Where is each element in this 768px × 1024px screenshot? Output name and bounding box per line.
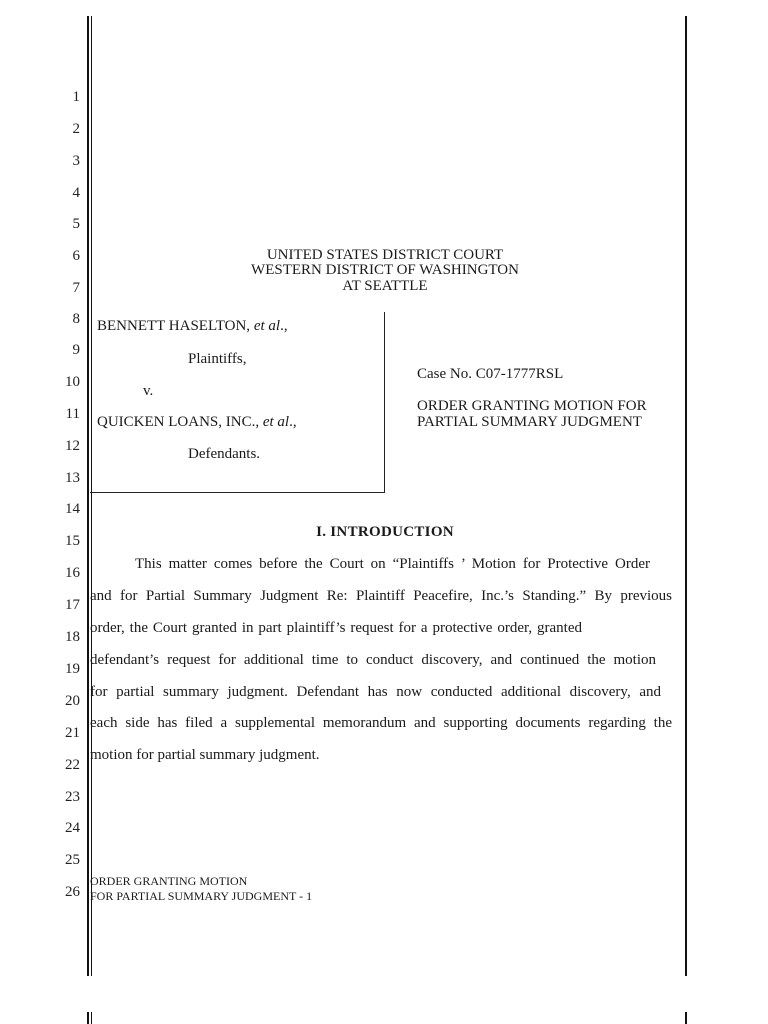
defendant-name <box>97 414 297 430</box>
line-number: 12 <box>65 438 80 454</box>
court-district: WESTERN DISTRICT OF WASHINGTON <box>251 262 519 278</box>
plaintiff-name <box>97 318 288 334</box>
plaintiff-name-punct: ., <box>280 318 288 334</box>
section-heading: I. INTRODUCTION <box>316 524 454 540</box>
line-number: 19 <box>65 661 80 677</box>
body-text-line: for partial summary judgment. Defendant has now conducted additional discovery, and <box>90 684 661 700</box>
next-page-right-rule <box>685 1012 687 1024</box>
line-number: 13 <box>65 470 80 486</box>
line-number: 20 <box>65 693 80 709</box>
order-title-line2: PARTIAL SUMMARY JUDGMENT <box>417 414 642 430</box>
plaintiff-et-al: et al <box>253 318 281 334</box>
line-number: 4 <box>72 185 80 201</box>
body-text-line: defendant’s request for additional time to conduct discovery, and continued the motion <box>90 652 656 668</box>
line-number: 25 <box>65 852 80 868</box>
left-margin-rule-outer <box>87 16 89 976</box>
line-number: 11 <box>65 406 80 422</box>
versus-label: v. <box>143 383 154 399</box>
line-number: 9 <box>72 342 80 358</box>
line-number: 23 <box>65 789 80 805</box>
defendant-et-al: et al <box>262 414 290 430</box>
body-text-line: order, the Court granted in part plaintiff’s request for a protective order, granted <box>90 620 582 636</box>
line-number: 2 <box>72 121 80 137</box>
line-number: 6 <box>72 248 80 264</box>
right-margin-rule <box>685 16 687 976</box>
body-text-line: each side has filed a supplemental memorandum and supporting documents regarding the <box>90 715 672 731</box>
left-margin-rule-inner <box>91 16 92 976</box>
line-number: 3 <box>72 153 80 169</box>
line-number: 22 <box>65 757 80 773</box>
defendants-label: Defendants. <box>188 446 261 462</box>
body-text-line: This matter comes before the Court on “Plaintiffs ’ Motion for Protective Order <box>135 556 650 572</box>
line-number: 1 <box>72 89 80 105</box>
line-number: 15 <box>65 533 80 549</box>
line-number: 17 <box>65 597 80 613</box>
court-name: UNITED STATES DISTRICT COURT <box>266 247 504 263</box>
court-location: AT SEATTLE <box>342 278 428 294</box>
line-number: 18 <box>65 629 80 645</box>
next-page-left-rule-outer <box>87 1012 89 1024</box>
plaintiff-name-text: BENNETT HASELTON, <box>97 318 254 334</box>
line-number: 24 <box>65 820 80 836</box>
order-title-line1: ORDER GRANTING MOTION FOR <box>417 398 647 414</box>
line-number: 7 <box>72 280 80 296</box>
next-page-left-rule-inner <box>91 1012 92 1024</box>
footer-title-line2: FOR PARTIAL SUMMARY JUDGMENT - 1 <box>90 889 313 903</box>
line-number: 26 <box>65 884 80 900</box>
line-number: 14 <box>65 501 80 517</box>
case-caption-box <box>90 312 385 493</box>
line-number: 8 <box>72 311 80 327</box>
case-number: Case No. C07-1777RSL <box>417 366 564 382</box>
defendant-name-punct: ., <box>289 414 297 430</box>
body-text-line: motion for partial summary judgment. <box>90 747 320 763</box>
line-number: 21 <box>65 725 80 741</box>
plaintiffs-label: Plaintiffs, <box>188 351 247 367</box>
line-number: 16 <box>65 565 80 581</box>
line-number: 10 <box>65 374 80 390</box>
footer-title-line1: ORDER GRANTING MOTION <box>90 874 248 888</box>
defendant-name-text: QUICKEN LOANS, INC., <box>97 414 263 430</box>
body-text-line: and for Partial Summary Judgment Re: Plaintiff Peacefire, Inc.’s Standing.” By previous <box>90 588 672 604</box>
line-number: 5 <box>72 216 80 232</box>
